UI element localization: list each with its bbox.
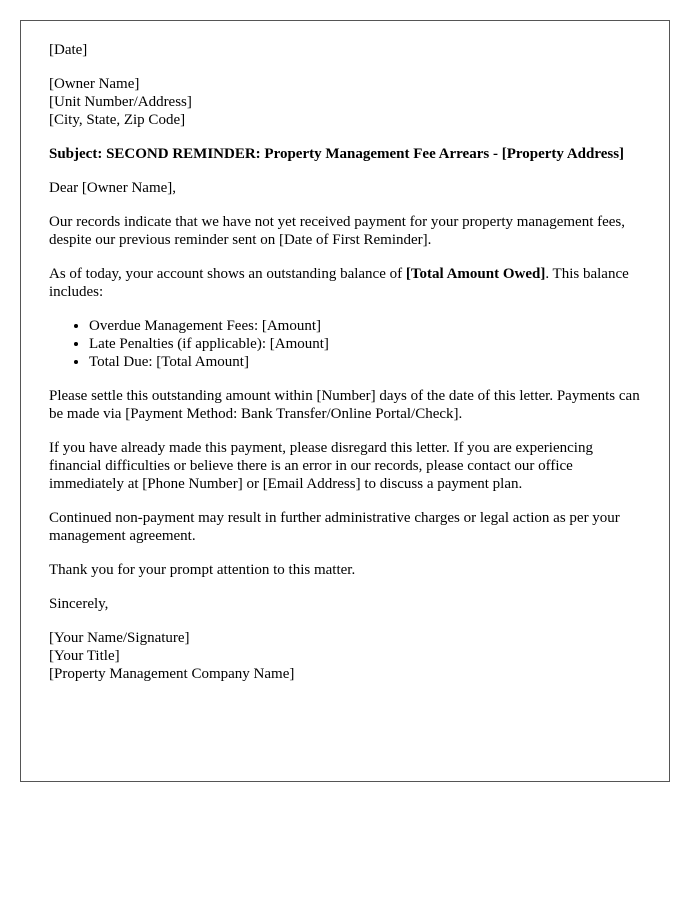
paragraph-disregard: If you have already made this payment, please disregard this letter. If you are experiencing financial difficulties or believe there is an error in our records, please contact our office immediately at [Phone Number] or [Email Address] to discuss a payment plan.: [49, 440, 593, 492]
letter-subject: Subject: SECOND REMINDER: Property Management Fee Arrears - [Property Address]: [49, 146, 625, 162]
signature-company: [Property Management Company Name]: [49, 666, 295, 682]
balance-text-after: . This balance includes:: [49, 266, 629, 300]
letter-closing: Sincerely,: [49, 596, 109, 612]
signature-title: [Your Title]: [49, 648, 120, 664]
paragraph-thanks: Thank you for your prompt attention to this matter.: [49, 562, 356, 578]
signature-name: [Your Name/Signature]: [49, 630, 190, 646]
letter-date: [Date]: [49, 42, 88, 58]
paragraph-consequences: Continued non-payment may result in further administrative charges or legal action as per your management agreement.: [49, 510, 620, 544]
recipient-city: [City, State, Zip Code]: [49, 112, 186, 128]
paragraph-balance: [49, 265, 649, 301]
list-item: • Late Penalties (if applicable): [Amount]: [89, 335, 649, 353]
balance-amount: [Total Amount Owed]: [405, 266, 546, 282]
recipient-name: [Owner Name]: [49, 76, 140, 92]
list-item: • Total Due: [Total Amount]: [89, 353, 649, 371]
paragraph-records: Our records indicate that we have not yet received payment for your property management fees, despite our previous reminder sent on [Date of First Reminder].: [49, 214, 626, 248]
recipient-address: [Unit Number/Address]: [49, 94, 192, 110]
paragraph-payment-terms: Please settle this outstanding amount within [Number] days of the date of this letter. Payments can be made via [Payment Method: Bank Transfer/Online Portal/Check].: [49, 388, 640, 422]
balance-items-list: [49, 317, 649, 371]
list-item: • Overdue Management Fees: [Amount]: [89, 317, 649, 335]
balance-text-before: As of today, your account shows an outstanding balance of: [49, 266, 406, 282]
recipient-address-block: [49, 75, 649, 129]
letter-document: [20, 20, 670, 782]
signature-block: [49, 629, 649, 683]
letter-salutation: Dear [Owner Name],: [49, 180, 177, 196]
